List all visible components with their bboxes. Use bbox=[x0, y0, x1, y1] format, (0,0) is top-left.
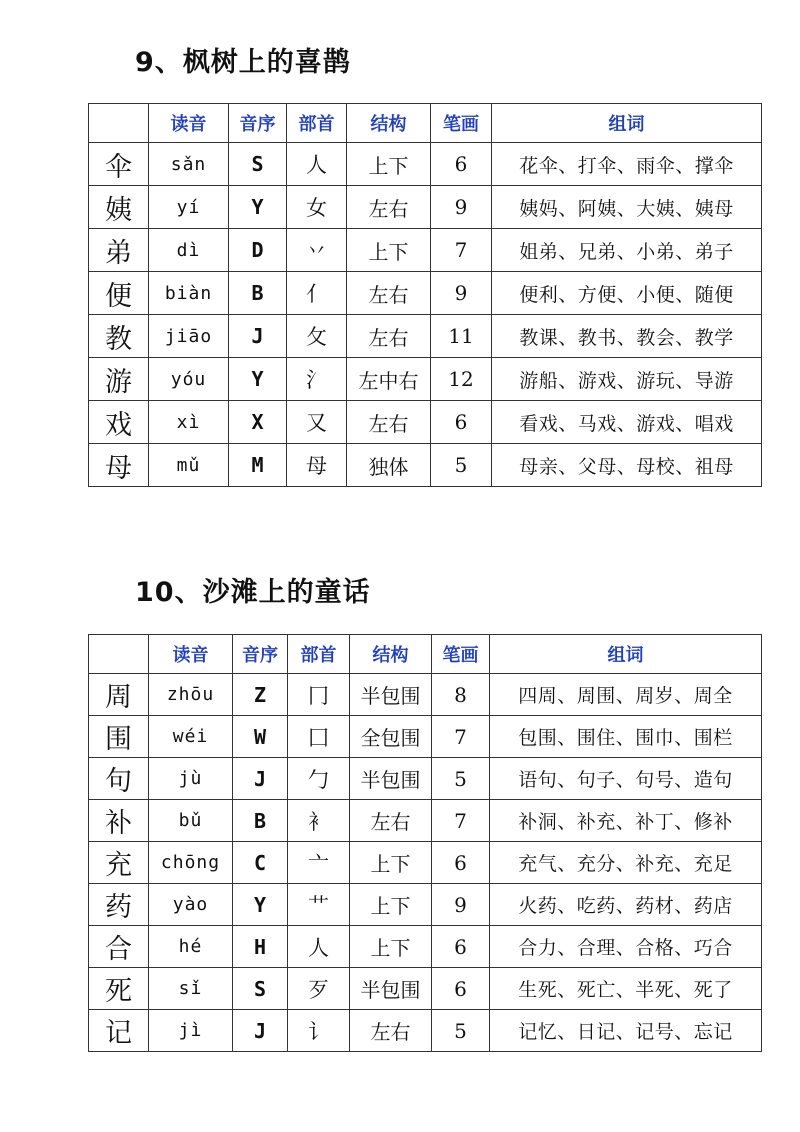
stroke-count-cell: 6 bbox=[432, 842, 490, 884]
structure-cell: 独体 bbox=[347, 444, 431, 487]
character-cell: 弟 bbox=[89, 229, 149, 272]
word-examples-cell: 生死、死亡、半死、死了 bbox=[490, 968, 762, 1010]
radical-cell: 囗 bbox=[288, 716, 350, 758]
pinyin-cell: jiāo bbox=[149, 315, 229, 358]
radical-cell: 母 bbox=[287, 444, 347, 487]
structure-cell: 半包围 bbox=[350, 758, 432, 800]
table-row bbox=[89, 884, 762, 926]
structure-cell: 左右 bbox=[347, 401, 431, 444]
phonetic-order-cell: Y bbox=[229, 186, 287, 229]
character-cell: 便 bbox=[89, 272, 149, 315]
header-character bbox=[89, 635, 149, 674]
phonetic-order-cell: J bbox=[233, 1010, 288, 1052]
word-examples-cell: 游船、游戏、游玩、导游 bbox=[492, 358, 762, 401]
structure-cell: 上下 bbox=[350, 884, 432, 926]
table-row bbox=[89, 315, 762, 358]
phonetic-order-cell: C bbox=[233, 842, 288, 884]
pinyin-cell: biàn bbox=[149, 272, 229, 315]
pinyin-cell: yào bbox=[149, 884, 233, 926]
character-cell: 戏 bbox=[89, 401, 149, 444]
stroke-count-cell: 8 bbox=[432, 674, 490, 716]
word-examples-cell: 合力、合理、合格、巧合 bbox=[490, 926, 762, 968]
character-cell: 教 bbox=[89, 315, 149, 358]
structure-cell: 半包围 bbox=[350, 968, 432, 1010]
stroke-count-cell: 7 bbox=[431, 229, 492, 272]
header-strokes: 笔画 bbox=[431, 104, 492, 143]
pinyin-cell: jù bbox=[149, 758, 233, 800]
header-words: 组词 bbox=[492, 104, 762, 143]
structure-cell: 左右 bbox=[350, 1010, 432, 1052]
header-structure: 结构 bbox=[347, 104, 431, 143]
phonetic-order-cell: Z bbox=[233, 674, 288, 716]
word-examples-cell: 姨妈、阿姨、大姨、姨母 bbox=[492, 186, 762, 229]
phonetic-order-cell: B bbox=[229, 272, 287, 315]
radical-cell: 人 bbox=[288, 926, 350, 968]
stroke-count-cell: 5 bbox=[432, 1010, 490, 1052]
pinyin-cell: sǎn bbox=[149, 143, 229, 186]
pinyin-cell: hé bbox=[149, 926, 233, 968]
stroke-count-cell: 6 bbox=[432, 926, 490, 968]
radical-cell: 衤 bbox=[288, 800, 350, 842]
pinyin-cell: xì bbox=[149, 401, 229, 444]
phonetic-order-cell: D bbox=[229, 229, 287, 272]
pinyin-cell: bǔ bbox=[149, 800, 233, 842]
header-character bbox=[89, 104, 149, 143]
character-cell: 补 bbox=[89, 800, 149, 842]
header-strokes: 笔画 bbox=[432, 635, 490, 674]
table-row bbox=[89, 143, 762, 186]
table-header-row bbox=[89, 104, 762, 143]
phonetic-order-cell: X bbox=[229, 401, 287, 444]
character-cell: 姨 bbox=[89, 186, 149, 229]
stroke-count-cell: 5 bbox=[432, 758, 490, 800]
stroke-count-cell: 7 bbox=[432, 716, 490, 758]
structure-cell: 上下 bbox=[347, 229, 431, 272]
character-cell: 周 bbox=[89, 674, 149, 716]
character-cell: 游 bbox=[89, 358, 149, 401]
pinyin-cell: yóu bbox=[149, 358, 229, 401]
word-examples-cell: 火药、吃药、药材、药店 bbox=[490, 884, 762, 926]
phonetic-order-cell: M bbox=[229, 444, 287, 487]
phonetic-order-cell: J bbox=[233, 758, 288, 800]
table-row bbox=[89, 800, 762, 842]
structure-cell: 上下 bbox=[350, 926, 432, 968]
header-radical: 部首 bbox=[287, 104, 347, 143]
phonetic-order-cell: S bbox=[229, 143, 287, 186]
word-examples-cell: 语句、句子、句号、造句 bbox=[490, 758, 762, 800]
character-cell: 句 bbox=[89, 758, 149, 800]
character-cell: 记 bbox=[89, 1010, 149, 1052]
structure-cell: 上下 bbox=[347, 143, 431, 186]
pinyin-cell: jì bbox=[149, 1010, 233, 1052]
table-header-row bbox=[89, 635, 762, 674]
radical-cell: 勹 bbox=[288, 758, 350, 800]
lesson-10-character-table bbox=[88, 634, 762, 1052]
structure-cell: 左中右 bbox=[347, 358, 431, 401]
table-row bbox=[89, 674, 762, 716]
pinyin-cell: zhōu bbox=[149, 674, 233, 716]
header-reading: 读音 bbox=[149, 635, 233, 674]
word-examples-cell: 姐弟、兄弟、小弟、弟子 bbox=[492, 229, 762, 272]
stroke-count-cell: 6 bbox=[432, 968, 490, 1010]
structure-cell: 半包围 bbox=[350, 674, 432, 716]
character-cell: 药 bbox=[89, 884, 149, 926]
phonetic-order-cell: H bbox=[233, 926, 288, 968]
word-examples-cell: 包围、围住、围巾、围栏 bbox=[490, 716, 762, 758]
header-order: 音序 bbox=[233, 635, 288, 674]
radical-cell: 艹 bbox=[288, 884, 350, 926]
radical-cell: 攵 bbox=[287, 315, 347, 358]
header-structure: 结构 bbox=[350, 635, 432, 674]
pinyin-cell: yí bbox=[149, 186, 229, 229]
phonetic-order-cell: J bbox=[229, 315, 287, 358]
character-cell: 母 bbox=[89, 444, 149, 487]
word-examples-cell: 花伞、打伞、雨伞、撑伞 bbox=[492, 143, 762, 186]
table-row bbox=[89, 186, 762, 229]
word-examples-cell: 看戏、马戏、游戏、唱戏 bbox=[492, 401, 762, 444]
structure-cell: 上下 bbox=[350, 842, 432, 884]
stroke-count-cell: 9 bbox=[432, 884, 490, 926]
pinyin-cell: wéi bbox=[149, 716, 233, 758]
radical-cell: 人 bbox=[287, 143, 347, 186]
table-row bbox=[89, 229, 762, 272]
radical-cell: 亻 bbox=[287, 272, 347, 315]
radical-cell: 氵 bbox=[287, 358, 347, 401]
radical-cell: 冂 bbox=[288, 674, 350, 716]
word-examples-cell: 教课、教书、教会、教学 bbox=[492, 315, 762, 358]
lesson-9-title: 9、枫树上的喜鹊 bbox=[135, 47, 351, 78]
table-row bbox=[89, 444, 762, 487]
structure-cell: 左右 bbox=[350, 800, 432, 842]
table-row bbox=[89, 401, 762, 444]
structure-cell: 全包围 bbox=[350, 716, 432, 758]
radical-cell: 歹 bbox=[288, 968, 350, 1010]
phonetic-order-cell: S bbox=[233, 968, 288, 1010]
structure-cell: 左右 bbox=[347, 272, 431, 315]
word-examples-cell: 记忆、日记、记号、忘记 bbox=[490, 1010, 762, 1052]
phonetic-order-cell: B bbox=[233, 800, 288, 842]
stroke-count-cell: 11 bbox=[431, 315, 492, 358]
header-order: 音序 bbox=[229, 104, 287, 143]
lesson-10-title: 10、沙滩上的童话 bbox=[135, 577, 371, 608]
table-row bbox=[89, 968, 762, 1010]
character-cell: 充 bbox=[89, 842, 149, 884]
stroke-count-cell: 9 bbox=[431, 186, 492, 229]
character-cell: 合 bbox=[89, 926, 149, 968]
word-examples-cell: 补洞、补充、补丁、修补 bbox=[490, 800, 762, 842]
structure-cell: 左右 bbox=[347, 186, 431, 229]
character-cell: 死 bbox=[89, 968, 149, 1010]
stroke-count-cell: 9 bbox=[431, 272, 492, 315]
pinyin-cell: mǔ bbox=[149, 444, 229, 487]
stroke-count-cell: 5 bbox=[431, 444, 492, 487]
lesson-9-character-table bbox=[88, 103, 762, 487]
word-examples-cell: 四周、周围、周岁、周全 bbox=[490, 674, 762, 716]
pinyin-cell: chōng bbox=[149, 842, 233, 884]
pinyin-cell: dì bbox=[149, 229, 229, 272]
table-row bbox=[89, 272, 762, 315]
header-words: 组词 bbox=[490, 635, 762, 674]
radical-cell: 又 bbox=[287, 401, 347, 444]
table-row bbox=[89, 716, 762, 758]
character-cell: 伞 bbox=[89, 143, 149, 186]
radical-cell: 亠 bbox=[288, 842, 350, 884]
word-examples-cell: 便利、方便、小便、随便 bbox=[492, 272, 762, 315]
word-examples-cell: 充气、充分、补充、充足 bbox=[490, 842, 762, 884]
character-cell: 围 bbox=[89, 716, 149, 758]
radical-cell: 丷 bbox=[287, 229, 347, 272]
phonetic-order-cell: Y bbox=[229, 358, 287, 401]
radical-cell: 讠 bbox=[288, 1010, 350, 1052]
table-row bbox=[89, 358, 762, 401]
stroke-count-cell: 6 bbox=[431, 401, 492, 444]
table-row bbox=[89, 758, 762, 800]
structure-cell: 左右 bbox=[347, 315, 431, 358]
header-radical: 部首 bbox=[288, 635, 350, 674]
stroke-count-cell: 7 bbox=[432, 800, 490, 842]
phonetic-order-cell: W bbox=[233, 716, 288, 758]
table-row bbox=[89, 926, 762, 968]
phonetic-order-cell: Y bbox=[233, 884, 288, 926]
stroke-count-cell: 6 bbox=[431, 143, 492, 186]
pinyin-cell: sǐ bbox=[149, 968, 233, 1010]
header-reading: 读音 bbox=[149, 104, 229, 143]
table-row bbox=[89, 1010, 762, 1052]
word-examples-cell: 母亲、父母、母校、祖母 bbox=[492, 444, 762, 487]
radical-cell: 女 bbox=[287, 186, 347, 229]
stroke-count-cell: 12 bbox=[431, 358, 492, 401]
table-row bbox=[89, 842, 762, 884]
